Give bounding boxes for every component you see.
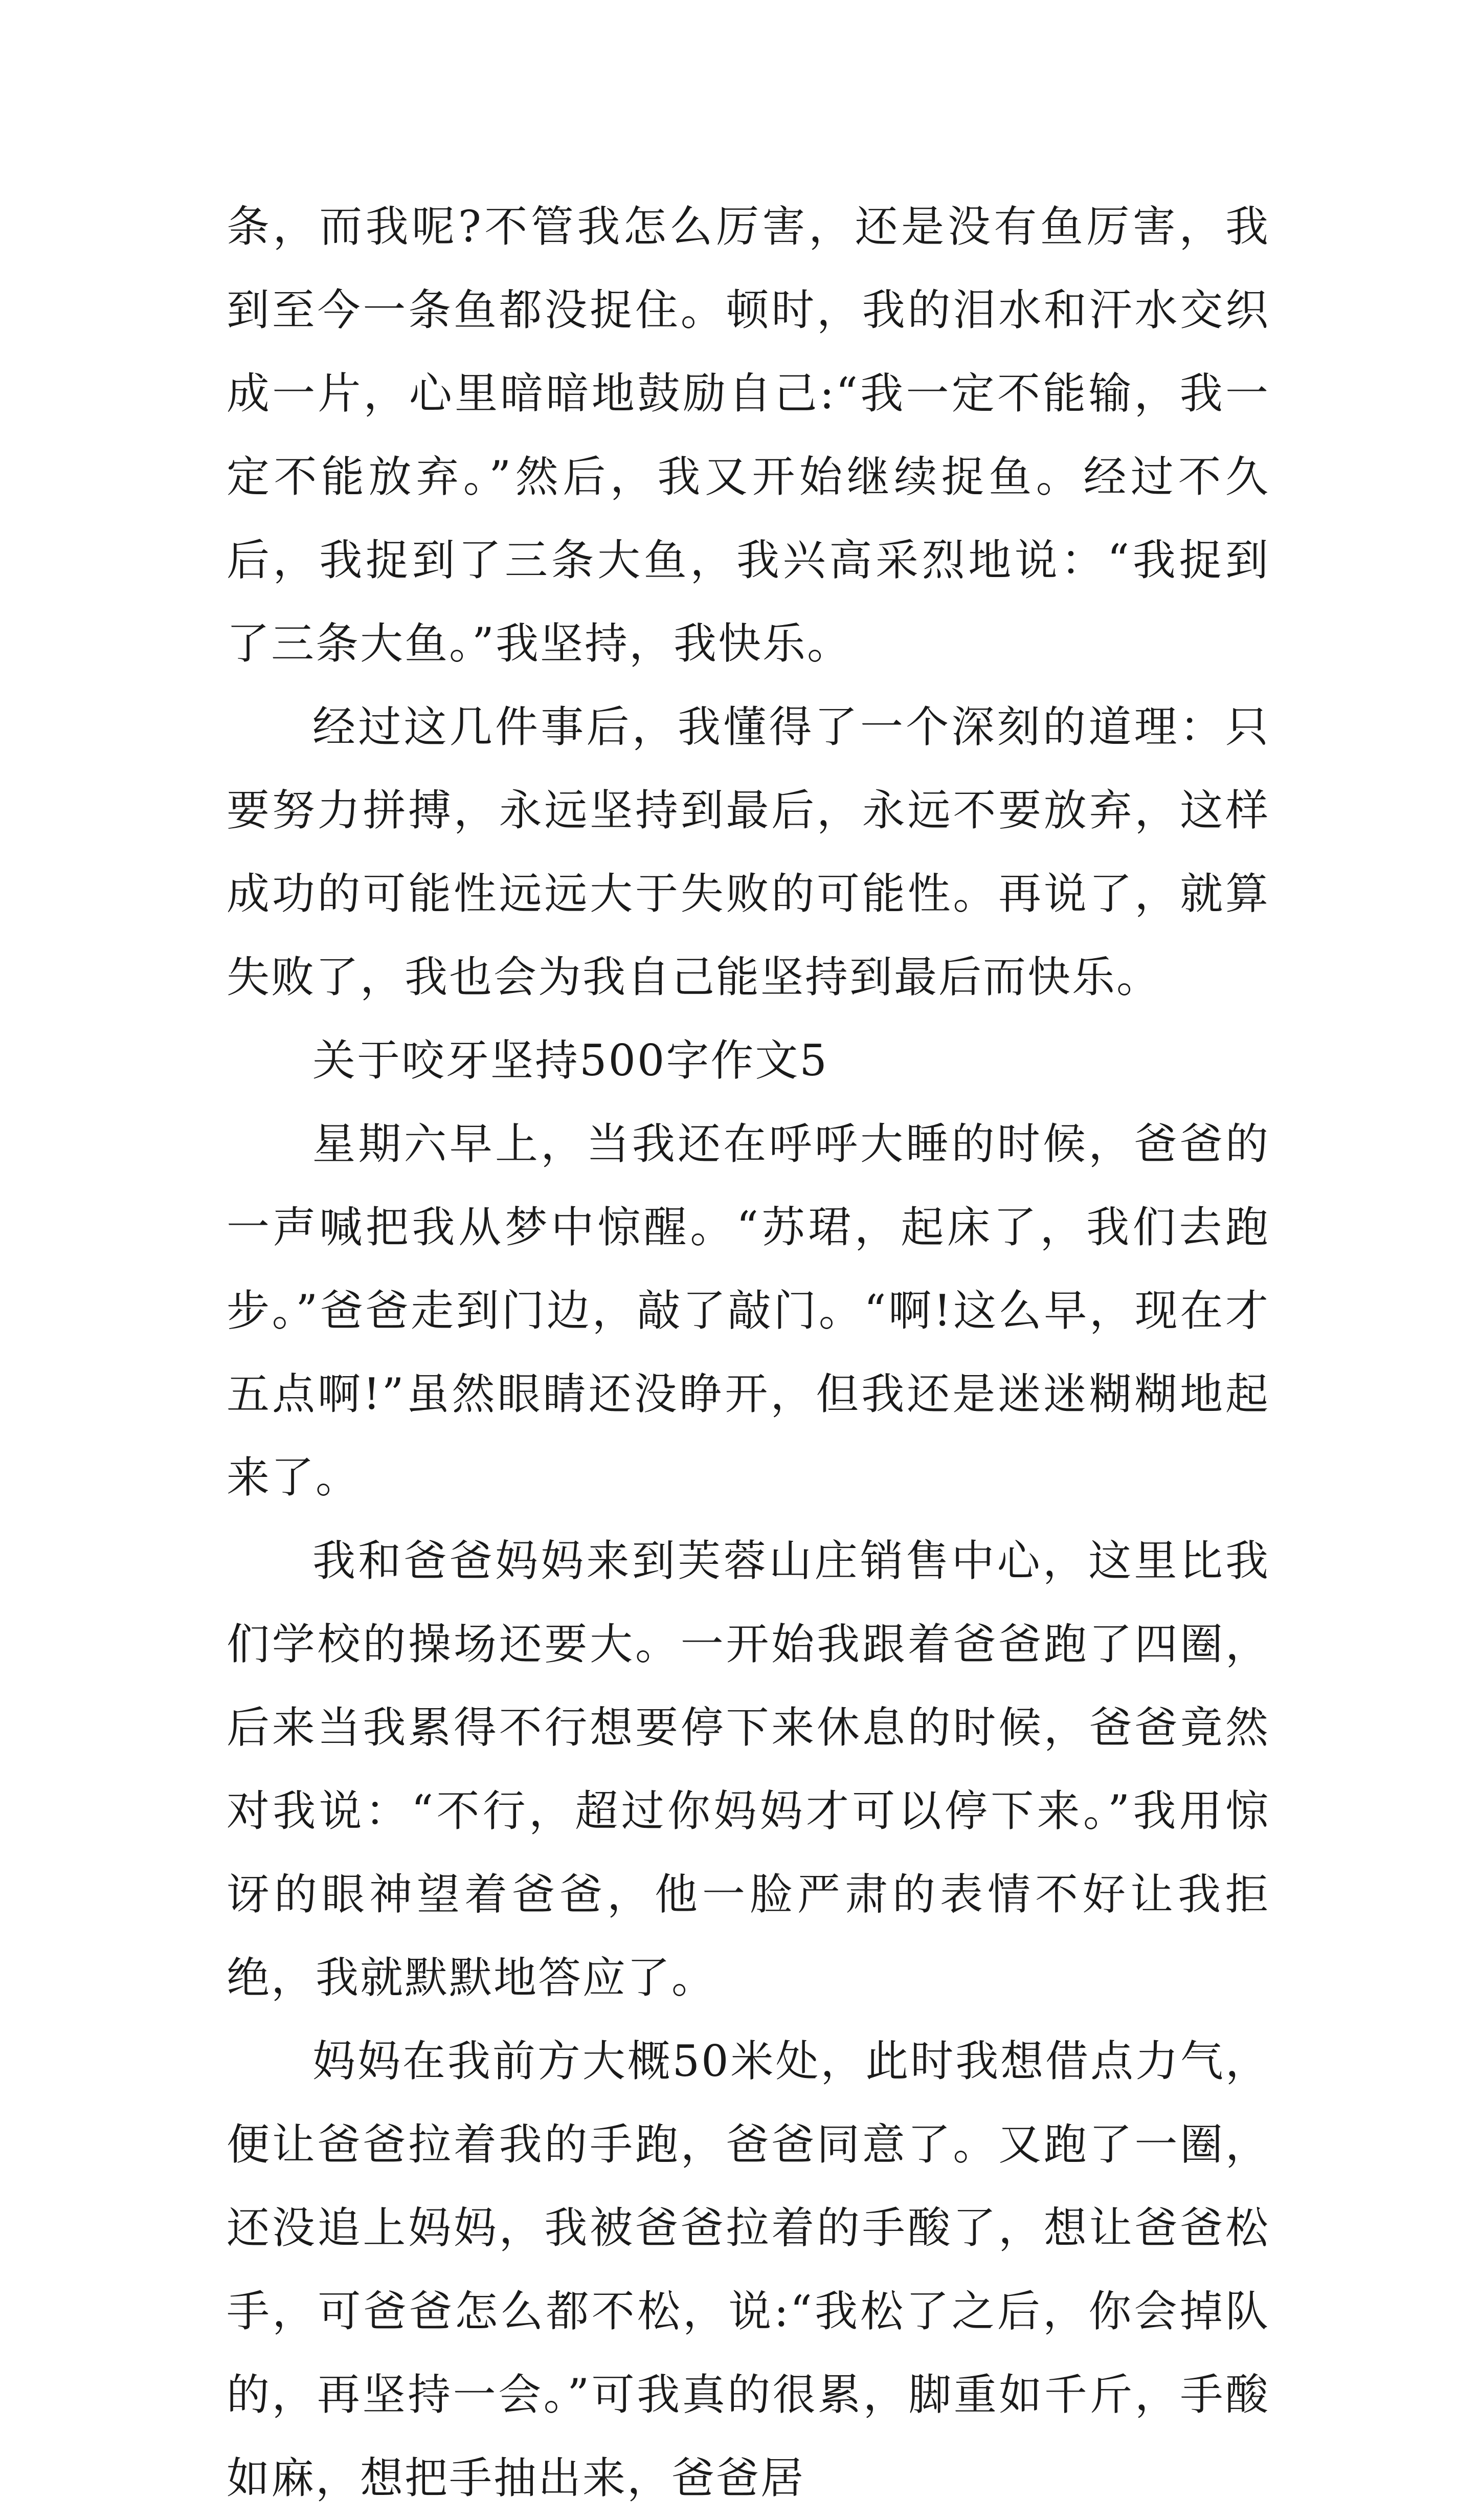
paragraph-lesson: 经过这几件事后，我懂得了一个深刻的道理：只要努力拼搏，永远坚持到最后，永远不要放弃，这样成功的可能性远远大于失败的可能性。再说了，就算失败了，我也会为我自己能坚持到最后而快乐。 xyxy=(227,702,1270,1002)
paragraph-saturday-morning: 星期六早上，当我还在呼呼大睡的时候，爸爸的一声喊把我从梦中惊醒。“苏珺，起床了，我们去跑步。”爸爸走到门边，敲了敲门。“啊!这么早，现在才五点啊!”虽然眼睛还没睁开，但我还是迷迷糊糊地起来了。 xyxy=(227,1119,1270,1502)
paragraph-running-laps: 我和爸爸妈妈来到芙蓉山庄销售中心，这里比我们学校的操场还要大。一开始我跟着爸爸跑了四圈，后来当我累得不行想要停下来休息的时候，爸爸竟然对我说：“不行，超过你妈妈才可以停下来。”我用惊讶的眼神望着爸爸，他一脸严肃的表情不好让我拒绝，我就默默地答应了。 xyxy=(227,1536,1270,2003)
paragraph-holding-hands: 妈妈在我前方大概50米处，此时我想借点力气，便让爸爸拉着我的手跑，爸爸同意了。又跑了一圈，还没追上妈妈，我被爸爸拉着的手酸了，想让爸爸松手，可爸爸怎么都不松，说:“我松了之后，你会掉队的，再坚持一会。”可我真的很累，脚重如千斤，手酸如麻，想把手抽出来，爸爸居 xyxy=(227,2036,1270,2503)
paragraph-continued: 条，而我呢?不管我怎么厉害，还是没有鱼厉害，我到至今一条鱼都没捉住。顿时，我的泪水和汗水交织成一片，心里暗暗地鼓励自己:“我一定不能输，我一定不能放弃。”然后，我又开始继续捉鱼。经过不久后，我捉到了三条大鱼，我兴高采烈地说：“我捉到了三条大鱼。”我坚持，我快乐。 xyxy=(227,202,1270,669)
article-heading: 关于咬牙坚持500字作文5 xyxy=(312,1035,828,1086)
article-body xyxy=(227,185,1270,2520)
